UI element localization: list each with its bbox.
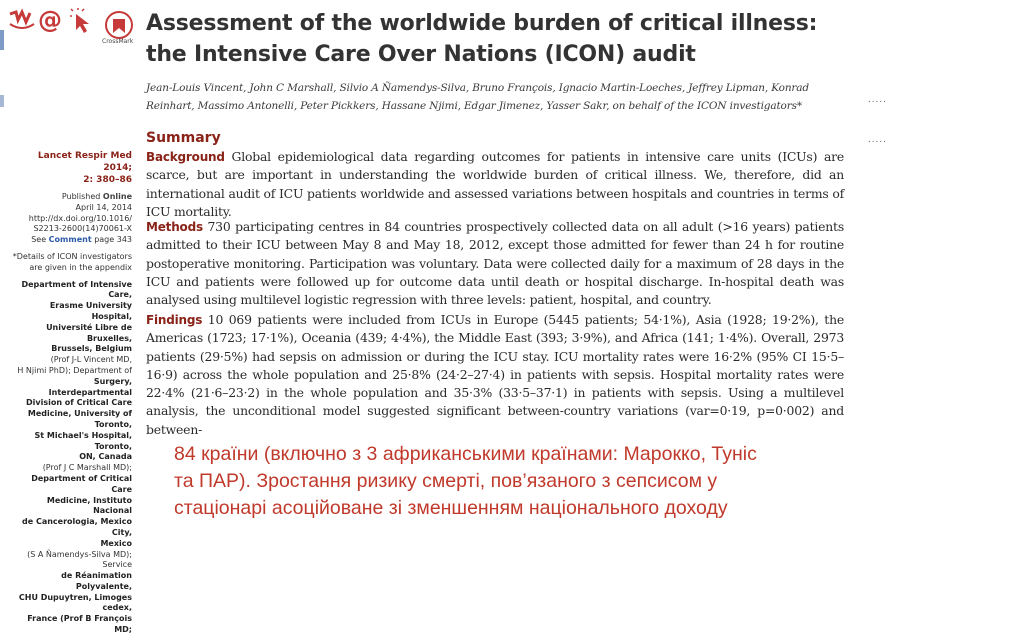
ukrainian-annotation: [168, 437, 880, 526]
annotation-line-2: та ПАР). Зростання ризику смерті, пов’язаного з сепсисом у: [174, 470, 718, 492]
doi-line-2[interactable]: S2213-2600(14)70061-X: [33, 224, 132, 234]
title-line-1: Assessment of the worldwide burden of critical illness:: [146, 11, 818, 36]
affiliation-line: Surgery, Interdepartmental: [48, 376, 132, 397]
published-line: [8, 192, 132, 203]
citation-line-2: 2: 380–86: [83, 175, 132, 185]
paper-title: [146, 8, 846, 70]
published-date: April 14, 2014: [75, 202, 132, 212]
background-text: Global epidemiological data regarding outcomes for patients in intensive care units (ICUs) are scarce, but are important in understanding the worldwide burden of critical illness. We, therefore, did an international audit of ICU patients worldwide and assessed variations between hospitals and countries in terms of ICU mortality.: [146, 149, 844, 219]
affiliation-line: H Njimi PhD); Department of: [17, 365, 132, 375]
affiliation-line: Erasme University Hospital,: [49, 301, 132, 321]
annotation-line-1: 84 країни (включно з 3 африканськими країнами: Марокко, Туніс: [174, 443, 757, 465]
left-edge-marker: [0, 30, 4, 50]
see-prefix: See: [31, 235, 47, 245]
summary-dots: .....: [868, 134, 887, 145]
left-edge-marker: [0, 95, 4, 107]
affiliation-line: Medicine, University of Toronto,: [27, 409, 132, 429]
affiliation-line: Department of Critical Care: [31, 473, 132, 494]
methods-text: 730 participating centres in 84 countries prospectively collected data on all adult (>16 years) patients admitted to their ICU between May 8 and May 18, 2012, except those admitted for fewer than 24 h for routine postoperative monitoring. Participation was voluntary. Data were collected daily for a maximum of 28 days in the ICU and patients were followed up for outcome data until death or hospital discharge. In-hospital death was analysed using multilevel logistic regression with three levels: patient, hospital, and country.: [146, 219, 844, 308]
citation-line-1: Lancet Respir Med 2014;: [37, 151, 132, 173]
published-label: Published: [61, 192, 101, 201]
author-list: Jean-Louis Vincent, John C Marshall, Silvio A Ñamendys-Silva, Bruno François, Ignacio Martin-Loeches, Jeffrey Lipman, Konrad Reinhart, Massimo Antonelli, Peter Pickkers, Hassane Njimi, Edgar Jimenez, Yasser Sakr, on behalf of the ICON investigators*: [146, 82, 809, 112]
affiliation-line: de Cancerologia, Mexico City,: [22, 517, 132, 537]
title-line-2: the Intensive Care Over Nations (ICON) audit: [146, 42, 696, 67]
methods-label: Methods: [146, 220, 203, 234]
annotation-line-3: стаціонарі асоційоване зі зменшенням національного доходу: [174, 497, 728, 519]
cursor-click-icon: [70, 8, 96, 34]
email-at-icon: @: [38, 6, 62, 34]
affiliation-line: (Prof J C Marshall MD);: [42, 463, 132, 473]
affiliation-line: ON, Canada: [79, 452, 132, 462]
affiliation-line: Department of Intensive Care,: [21, 279, 132, 300]
crossmark-label: CrossMark: [102, 38, 134, 45]
abstract-findings: [146, 311, 844, 439]
author-dots: .....: [868, 94, 887, 105]
affiliation-line: Université Libre de Bruxelles,: [46, 322, 132, 343]
note-line-1: *Details of ICON investigators: [12, 251, 132, 261]
abstract-methods: [146, 218, 844, 309]
published-online: Online: [102, 192, 132, 201]
affiliation-line: de Réanimation Polyvalente,: [61, 571, 132, 591]
affiliation-line: (S A Ñamendys-Silva MD); Service: [27, 549, 132, 570]
affiliation-line: Division of Critical Care: [25, 398, 132, 408]
findings-text: 10 069 patients were included from ICUs in Europe (5445 patients; 54·1%), Asia (1928; 19·2%), the Americas (1723; 17·1%), Oceania (439; 4·4%), the Middle East (393; 3·9%), and Africa (141; 1·4%). Overall, 2973 patients (29·5%) had sepsis on admission or during the ICU stay. ICU mortality rates were 16·2% (95% CI 15·5–16·9) across the whole population and 25·8% (24·2–27·4) in patients with sepsis. Hospital mortality rates were 22·4% (21·6–23·2) in the whole population and 35·3% (33·5–37·1) in patients with sepsis. Using a multilevel analysis, the unconditional model suggested significant between-country variations (var=0·19, p=0·002) and between-: [146, 312, 844, 437]
findings-label: Findings: [146, 313, 203, 327]
affiliation-line: France (Prof B François MD;: [27, 614, 132, 635]
background-label: Background: [146, 150, 225, 164]
affiliation-line: (Prof J-L Vincent MD,: [50, 355, 132, 365]
doi-line-1[interactable]: http://dx.doi.org/10.1016/: [28, 213, 132, 223]
sidebar: [8, 150, 132, 636]
journal-logos: [8, 6, 134, 46]
summary-heading: Summary: [146, 130, 221, 146]
lancet-logo-icon: [8, 8, 36, 34]
abstract-background: [146, 148, 844, 221]
see-comment-link[interactable]: Comment: [48, 235, 92, 245]
see-comment-line: [8, 235, 132, 246]
affiliation-line: St Michael's Hospital, Toronto,: [34, 430, 132, 451]
affiliation-line: Mexico: [100, 538, 132, 548]
affiliation-line: Medicine, Instituto Nacional: [46, 495, 132, 516]
affiliation-line: Brussels, Belgium: [51, 344, 132, 354]
see-suffix: page 343: [94, 235, 132, 245]
note-line-2: are given in the appendix: [29, 262, 132, 272]
affiliation-line: CHU Dupuytren, Limoges cedex,: [18, 592, 132, 613]
